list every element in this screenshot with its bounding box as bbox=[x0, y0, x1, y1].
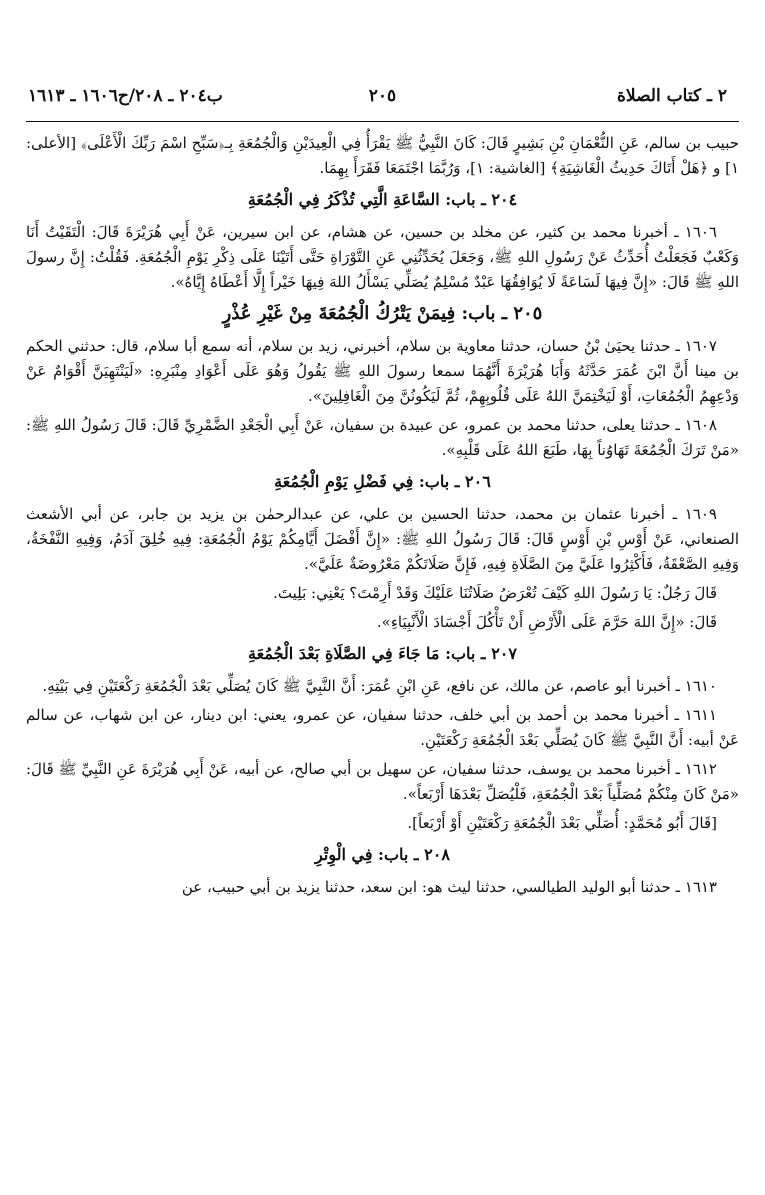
chapter-title: ٢ ـ كتاب الصلاة bbox=[617, 86, 727, 106]
page-header bbox=[28, 78, 737, 112]
paragraph: ١٦١٣ ـ حدثنا أبو الوليد الطيالسي، حدثنا ليث هو: ابن سعد، حدثنا يزيد بن أبي حبيب، عن bbox=[181, 878, 717, 896]
section-heading: ٢٠٥ ـ باب: فِيمَنْ يَتْرُكُ الْجُمُعَةَ مِنْ غَيْرِ عُذْرٍ bbox=[222, 303, 543, 324]
section-heading: ٢٠٤ ـ باب: السَّاعَةِ الَّتِي تُذْكَرُ فِي الْجُمُعَةِ bbox=[247, 190, 518, 209]
header-rule bbox=[26, 121, 739, 122]
paragraph: قَالَ: «إِنَّ اللهَ حَرَّمَ عَلَى الْأَرْضِ أَنْ تَأْكُلَ أَجْسَادَ الْأَنْبِيَاءِ». bbox=[376, 613, 717, 631]
paragraph: ١٦١٠ ـ أخبرنا أبو عاصم، عن مالك، عن نافع، عَنِ ابْنِ عُمَرَ: أَنَّ النَّبِيَّ ﷺ كَانَ يُصَلِّي بَعْدَ الْجُمُعَةِ رَكْعَتَيْنِ فِي بَيْتِهِ. bbox=[42, 677, 717, 695]
paragraph: ١٦١٢ ـ أخبرنا محمد بن يوسف، حدثنا سفيان، عن سهيل بن أبي صالح، عن أبيه، عَنْ أَبِي هُرَيْرَةَ عَنِ النَّبِيِّ ﷺ قَالَ: «مَنْ كَانَ مِنْكُمْ مُصَلِّياً بَعْدَ الْجُمُعَةِ، فَلْيُصَلِّ بَعْدَهَا أَرْبَعاً». bbox=[26, 760, 739, 803]
section-heading: ٢٠٦ ـ باب: فِي فَضْلِ يَوْمِ الْجُمُعَةِ bbox=[274, 472, 491, 491]
paragraph: حبيب بن سالم، عَنِ النُّعْمَانِ بْنِ بَشِيرٍ قَالَ: كَانَ النَّبِيُّ ﷺ يَقْرَأُ فِي الْعِيدَيْنِ وَالْجُمُعَةِ بِـ﴿سَبِّحِ اسْمَ رَبِّكَ الْأَعْلَى﴾ [الأعلى: ١] و ﴿هَلْ أَتَاكَ حَدِيثُ الْغَاشِيَةِ﴾ [الغاشية: ١]، وَرُبَّمَا اجْتَمَعَا فَقَرَأَ بِهِمَا. bbox=[26, 134, 739, 177]
paragraph: ١٦٠٨ ـ حدثنا يعلى، حدثنا محمد بن عمرو، عن عبيدة بن سفيان، عَنْ أَبِي الْجَعْدِ الضَّمْرِيِّ قَالَ: قَالَ رَسُولُ اللهِ ﷺ: «مَنْ تَرَكَ الْجُمُعَةَ تَهَاوُناً بِهَا، طَبَعَ اللهُ عَلَى قَلْبِهِ». bbox=[26, 416, 739, 459]
section-range: ب٢٠٤ ـ ٢٠٨/ح١٦٠٦ ـ ١٦١٣ bbox=[28, 86, 223, 106]
paragraph: ١٦٠٦ ـ أخبرنا محمد بن كثير، عن مخلد بن حسين، عن هشام، عن ابن سيرين، عَنْ أَبِي هُرَيْرَةَ قَالَ: الْتَقَيْتُ أَنَا وَكَعْبٌ فَجَعَلْتُ أُحَدِّثُ عَنْ رَسُولِ اللهِ ﷺ، وَجَعَلَ يُحَدِّثُنِي عَنِ التَّوْرَاةِ حَتَّى أَتَيْنَا عَلَى ذِكْرِ يَوْمِ الْجُمُعَةِ. فَقُلْتُ: إِنَّ رسولَ اللهِ ﷺ قَالَ: «إِنَّ فِيهَا لَسَاعَةً لَا يُوَافِقُهَا عَبْدٌ مُسْلِمٌ يُصَلِّي يَسْأَلُ اللهَ فِيهَا خَيْراً إِلَّا أَعْطَاهُ إِيَّاهُ». bbox=[26, 223, 739, 291]
paragraph: [قَالَ أَبُو مُحَمَّدٍ: أُصَلِّي بَعْدَ الْجُمُعَةِ رَكْعَتَيْنِ أَوْ أَرْبَعاً]. bbox=[407, 814, 717, 832]
paragraph: ١٦٠٧ ـ حدثنا يحيَىٰ بْنُ حسان، حدثنا معاوية بن سلام، أخبرني، زيد بن سلام، أنه سمع أبا سلام، قال: حدثني الحكم بن مينا أَنَّ ابْنَ عُمَرَ حَدَّثَهُ وَأَبَا هُرَيْرَةَ أَنَّهُمَا سمعا رسولَ اللهِ ﷺ يَقُولُ وَهُوَ عَلَى أَعْوَادِ مِنْبَرِهِ: «لَيَنْتَهِيَنَّ أَقْوَامٌ عَنْ وَدْعِهِمُ الْجُمُعَاتِ، أَوْ لَيَخْتِمَنَّ اللهُ عَلَى قُلُوبِهِمْ، ثُمَّ لَيَكُونُنَّ مِنَ الْغَافِلِينَ». bbox=[26, 337, 739, 405]
paragraph: قَالَ رَجُلٌ: يَا رَسُولَ اللهِ كَيْفَ تُعْرَضُ صَلَاتُنَا عَلَيْكَ وَقَدْ أَرِمْتَ؟ يَعْنِي: بَلِيتَ. bbox=[273, 584, 717, 602]
page-number: ٢٠٥ bbox=[368, 86, 397, 106]
section-heading: ٢٠٨ ـ باب: فِي الْوِتْرِ bbox=[315, 845, 450, 864]
page-body bbox=[26, 131, 739, 904]
paragraph: ١٦٠٩ ـ أخبرنا عثمان بن محمد، حدثنا الحسين بن علي، عن عبدالرحمٰن بن يزيد بن جابر، عن أبي الأشعث الصنعاني، عَنْ أَوْسِ بْنِ أَوْسٍ قَالَ: قَالَ رَسُولُ اللهِ ﷺ: «إِنَّ أَفْضَلَ أَيَّامِكُمْ يَوْمُ الْجُمُعَةِ: فِيهِ خُلِقَ آدَمُ، وَفِيهِ النَّفْخَةُ، وَفِيهِ الصَّعْقَةُ، فَأَكْثِرُوا عَلَيَّ مِنَ الصَّلَاةِ فِيهِ، فَإِنَّ صَلَاتَكُمْ مَعْرُوضَةٌ عَلَيَّ». bbox=[26, 505, 739, 573]
paragraph: ١٦١١ ـ أخبرنا محمد بن أحمد بن أبي خلف، حدثنا سفيان، عن عمرو، يعني: ابن دينار، عن ابن شهاب، عن سالم عَنْ أبيه: أَنَّ النَّبِيَّ ﷺ كَانَ يُصَلِّي بَعْدَ الْجُمُعَةِ رَكْعَتَيْنِ. bbox=[26, 706, 739, 749]
section-heading: ٢٠٧ ـ باب: مَا جَاءَ فِي الصَّلَاةِ بَعْدَ الْجُمُعَةِ bbox=[248, 644, 517, 663]
